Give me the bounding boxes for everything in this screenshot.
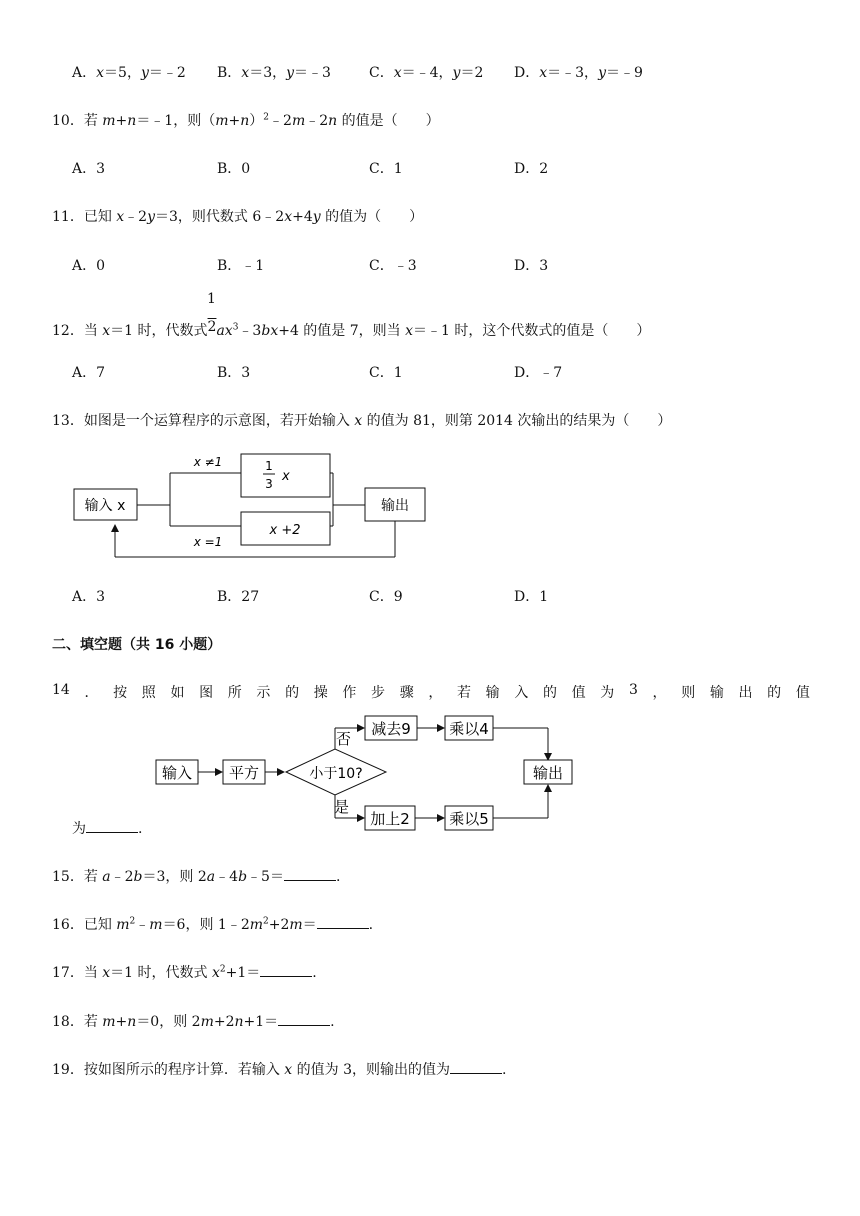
q13-lower-op-label: x +2 (269, 523, 301, 538)
q14-minus9-label: 减去9 (371, 720, 411, 738)
q9-option-c: C．x＝﹣4，y＝2 (369, 65, 484, 81)
q13-option-c: C．9 (369, 589, 403, 605)
q13-lower-condition: x =1 (193, 535, 223, 549)
q18-answer-blank[interactable] (278, 1013, 330, 1026)
q14-stem-char: 3 (628, 682, 638, 698)
q13-upper-condition: x ≠1 (193, 455, 223, 469)
q10-option-c: C．1 (369, 161, 403, 177)
q14-stem-char: 作 (342, 685, 357, 701)
q16-answer-blank[interactable] (317, 916, 369, 929)
q14-stem-char: ． (84, 685, 99, 701)
q14-stem-char: 若 (457, 685, 472, 701)
q14-stem-char: 如 (170, 685, 185, 701)
q14-stem-char: 值 (795, 685, 810, 701)
q19-answer-blank[interactable] (450, 1061, 502, 1074)
q11-option-c: C．﹣3 (369, 258, 417, 274)
q14-square-label: 平方 (228, 764, 260, 782)
q14-stem-char: 照 (141, 685, 156, 701)
q9-option-d: D．x＝﹣3，y＝﹣9 (514, 65, 643, 81)
q14-stem-char: 的 (767, 685, 782, 701)
q13-upper-op-variable: x (282, 469, 290, 484)
q14-stem-char: 值 (571, 685, 586, 701)
q14-stem-char: 骤 (399, 685, 414, 701)
q17-answer-blank[interactable] (260, 964, 312, 977)
q14-stem-char: 的 (285, 685, 300, 701)
q13-option-a: A．3 (72, 589, 106, 605)
q14-stem-char: 所 (227, 685, 242, 701)
q13-stem: 13．如图是一个运算程序的示意图，若开始输入 x 的值为 81，则第 2014 次输出的结果为（ ） (52, 413, 672, 429)
q14-stem-char: 示 (256, 685, 271, 701)
q14-stem-char: 步 (371, 685, 386, 701)
q17-stem: 17．当 x＝1 时，代数式 $x^2+1=$ . (52, 964, 317, 981)
q10-option-b: B．0 (217, 161, 251, 177)
q13-flow-diagram (60, 448, 440, 564)
q12-option-d: D．﹣7 (514, 365, 563, 381)
q14-input-label: 输入 (161, 764, 193, 782)
q14-stem-char: ， (652, 685, 667, 701)
q14-times5-label: 乘以5 (449, 810, 489, 828)
q14-stem-char: 14 (52, 682, 70, 698)
q19-stem: 19．按如图所示的程序计算．若输入 x 的值为 3，则输出的值为 . (52, 1062, 507, 1078)
q11-stem: 11．已知 x﹣2y＝3，则代数式 6﹣2x+4y 的值为（ ） (52, 209, 424, 225)
q14-answer-line: 为 . (72, 821, 143, 837)
q14-yes-label: 是 (334, 798, 350, 816)
q14-stem-char: 为 (600, 685, 615, 701)
q11-option-a: A．0 (72, 258, 106, 274)
q15-stem: 15．若 a﹣2b＝3，则 2a﹣4b﹣5＝ . (52, 869, 341, 885)
q13-output-label: 输出 (381, 498, 409, 514)
q14-stem-char: 输 (485, 685, 500, 701)
q12-option-a: A．7 (72, 365, 106, 381)
q14-flow-diagram (150, 712, 580, 832)
q14-stem-char: 则 (681, 685, 696, 701)
q14-stem-char: 按 (113, 685, 128, 701)
q14-stem-char: 操 (313, 685, 328, 701)
q14-stem-char: 出 (738, 685, 753, 701)
q18-stem: 18．若 m+n＝0，则 2m+2n+1＝ . (52, 1014, 335, 1030)
q12-option-b: B．3 (217, 365, 251, 381)
q14-times4-label: 乘以4 (449, 720, 489, 738)
q12-fraction-numerator: 1 (207, 291, 216, 307)
q10-option-d: D．2 (514, 161, 549, 177)
section-heading: 二、填空题（共 16 小题） (52, 637, 222, 653)
q11-option-d: D．3 (514, 258, 549, 274)
q16-stem: 16．已知 $m^2﹣m=6$，则 $1﹣2m^2+2m=$ . (52, 916, 374, 933)
q14-stem (52, 682, 810, 702)
q9-option-b: B．x＝3，y＝﹣3 (217, 65, 331, 81)
q9-option-a: A．x＝5，y＝﹣2 (72, 65, 186, 81)
q14-stem-char: 输 (709, 685, 724, 701)
q14-stem-char: 图 (199, 685, 214, 701)
q14-tail: 为 (72, 821, 86, 837)
q11-option-b: B．﹣1 (217, 258, 265, 274)
q14-plus2-label: 加上2 (370, 810, 410, 828)
q14-stem-char: ， (428, 685, 443, 701)
q12-option-c: C．1 (369, 365, 403, 381)
q13-option-b: B．27 (217, 589, 260, 605)
q14-condition-label: 小于10? (309, 766, 363, 782)
q13-option-d: D．1 (514, 589, 549, 605)
q14-stem-char: 入 (514, 685, 529, 701)
q13-upper-op-numerator: 1 (265, 459, 273, 473)
q14-stem-char: 的 (542, 685, 557, 701)
q14-output-label: 输出 (532, 764, 564, 782)
q10-stem: 10．若 m+n＝﹣1，则$(m+n)^2﹣2m﹣2n$ 的值是（ ） (52, 112, 440, 129)
q10-option-a: A．3 (72, 161, 106, 177)
q13-upper-op-denominator: 3 (265, 477, 273, 491)
q14-no-label: 否 (336, 730, 352, 748)
q15-answer-blank[interactable] (284, 868, 336, 881)
q13-input-label: 输入 x (84, 498, 126, 514)
q14-answer-blank[interactable] (86, 820, 138, 833)
q12-stem: 12．当 x＝1 时，代数式$2ax^3﹣3bx+4$ 的值是 7，则当 x＝﹣1 时，这个代数式的值是（ ） (52, 319, 651, 339)
